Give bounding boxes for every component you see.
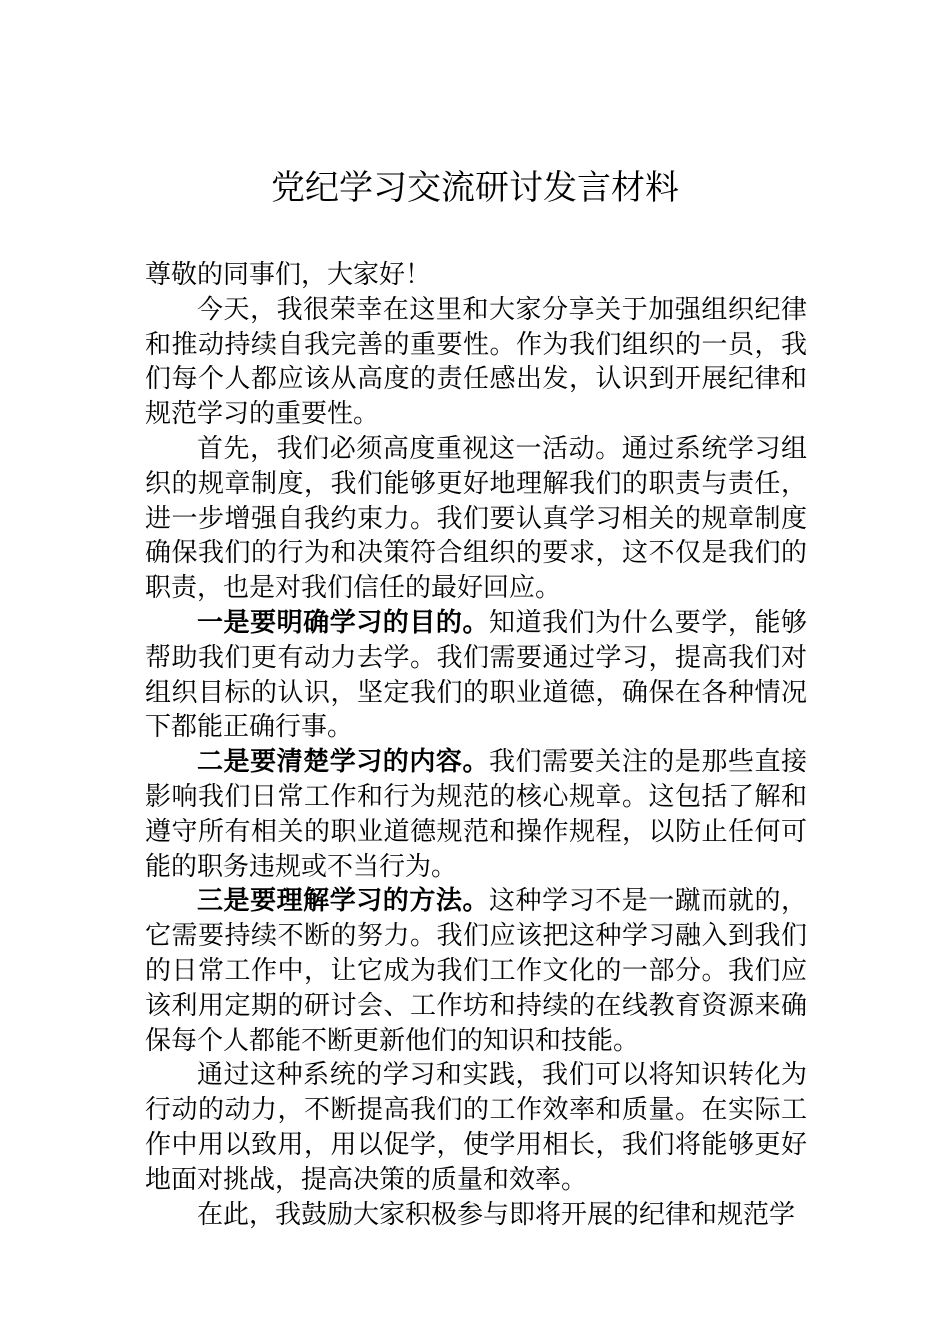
paragraph-text: 我们需要关注的是那些直接影响我们日常工作和行为规范的核心规章。这包括了解和遵守所有相关的职业道德规范和操作规程，以防止任何可能的职务违规或不当行为。 [145, 747, 807, 882]
paragraph-text: 知道我们为什么要学，能够帮助我们更有动力去学。我们需要通过学习，提高我们对组织目标的认识，坚定我们的职业道德，确保在各种情况下都能正确行事。 [145, 607, 807, 743]
paragraph [145, 884, 807, 1058]
paragraph [145, 432, 807, 606]
paragraph [145, 606, 807, 745]
paragraph-lead: 一是要明确学习的目的。 [197, 607, 489, 638]
paragraph-text: 今天，我很荣幸在这里和大家分享关于加强组织纪律和推动持续自我完善的重要性。作为我们组织的一员，我们每个人都应该从高度的责任感出发，认识到开展纪律和规范学习的重要性。 [145, 294, 807, 430]
paragraph-text: 这种学习不是一蹴而就的，它需要持续不断的努力。我们应该把这种学习融入到我们的日常工作中，让它成为我们工作文化的一部分。我们应该利用定期的研讨会、工作坊和持续的在线教育资源来确保每个人都能不断更新他们的知识和技能。 [145, 886, 807, 1056]
paragraph-text: 通过这种系统的学习和实践，我们可以将知识转化为行动的动力，不断提高我们的工作效率和质量。在实际工作中用以致用，用以促学，使学用相长，我们将能够更好地面对挑战，提高决策的质量和效率。 [145, 1060, 807, 1195]
paragraph [145, 1058, 807, 1197]
paragraph-lead: 三是要理解学习的方法。 [197, 886, 489, 917]
document-title: 党纪学习交流研讨发言材料 [271, 168, 679, 208]
paragraph [145, 1198, 807, 1233]
greeting-line: 尊敬的同事们，大家好！ [145, 260, 432, 290]
paragraph-lead: 二是要清楚学习的内容。 [197, 747, 489, 778]
document-body [145, 258, 807, 1232]
paragraph [145, 745, 807, 884]
paragraph [145, 293, 807, 432]
paragraph-text: 在此，我鼓励大家积极参与即将开展的纪律和规范学 [197, 1199, 796, 1230]
paragraph-text: 首先，我们必须高度重视这一活动。通过系统学习组织的规章制度，我们能够更好地理解我们的职责与责任，进一步增强自我约束力。我们要认真学习相关的规章制度确保我们的行为和决策符合组织的要求，这不仅是我们的职责，也是对我们信任的最好回应。 [145, 433, 807, 604]
